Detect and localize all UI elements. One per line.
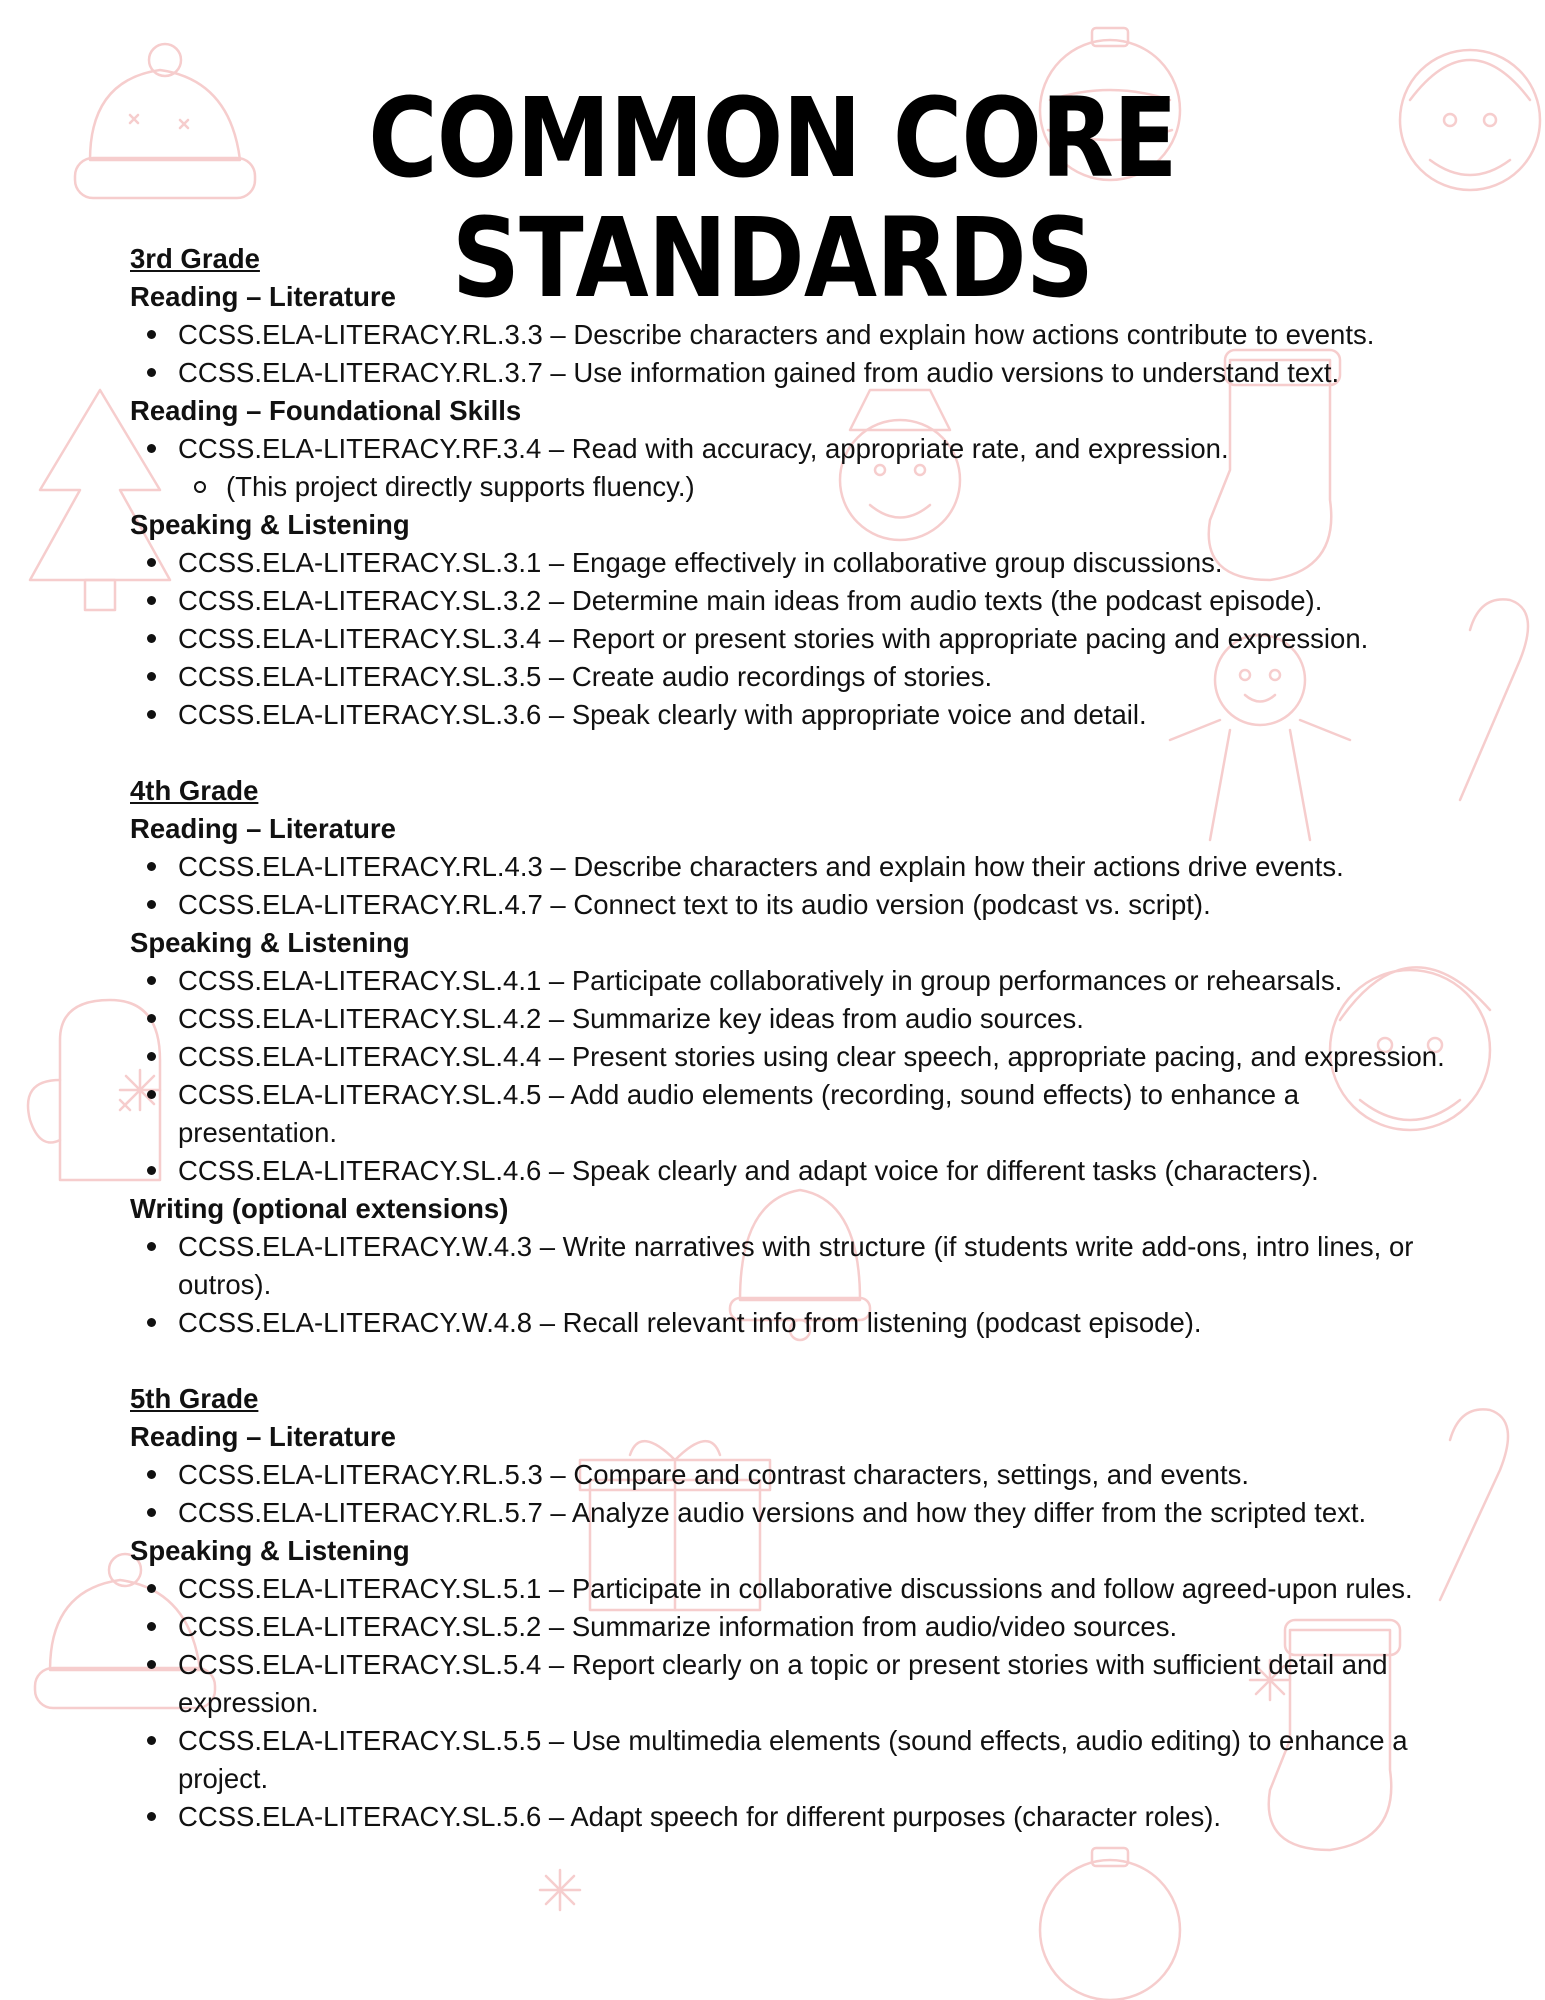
- standard-item: [130, 848, 1460, 886]
- standard-item: [130, 1722, 1460, 1798]
- standard-text: CCSS.ELA-LITERACY.RL.3.3 – Describe characters and explain how actions contribute to events.: [178, 319, 1375, 350]
- grade-spacer: [130, 1342, 1460, 1380]
- standards-list: [130, 430, 1460, 506]
- standard-text: CCSS.ELA-LITERACY.W.4.3 – Write narratives with structure (if students write add-ons, intro lines, or outros).: [178, 1231, 1414, 1300]
- standard-text: CCSS.ELA-LITERACY.SL.5.5 – Use multimedia elements (sound effects, audio editing) to enhance a project.: [178, 1725, 1408, 1794]
- standard-text: CCSS.ELA-LITERACY.SL.5.1 – Participate in collaborative discussions and follow agreed-upon rules.: [178, 1573, 1413, 1604]
- section-heading: Speaking & Listening: [130, 927, 410, 958]
- standard-item: [130, 962, 1460, 1000]
- standard-item: [130, 1570, 1460, 1608]
- standard-item: [130, 1494, 1460, 1532]
- standard-item: [130, 658, 1460, 696]
- standard-text: CCSS.ELA-LITERACY.SL.3.6 – Speak clearly with appropriate voice and detail.: [178, 699, 1147, 730]
- standard-text: CCSS.ELA-LITERACY.SL.4.4 – Present stories using clear speech, appropriate pacing, and expression.: [178, 1041, 1445, 1072]
- section-heading: Reading – Literature: [130, 1421, 396, 1452]
- grade-heading: 4th Grade: [130, 775, 259, 806]
- sub-list: [178, 468, 1460, 506]
- standard-text: CCSS.ELA-LITERACY.SL.5.4 – Report clearly on a topic or present stories with sufficient detail and expression.: [178, 1649, 1388, 1718]
- sub-note: (This project directly supports fluency.): [178, 468, 1460, 506]
- standards-list: [130, 316, 1460, 392]
- section-heading: Reading – Literature: [130, 813, 396, 844]
- standard-item: [130, 1608, 1460, 1646]
- section-heading: Speaking & Listening: [130, 1535, 410, 1566]
- standard-item: [130, 620, 1460, 658]
- standards-content: [130, 240, 1460, 1836]
- standard-item: [130, 544, 1460, 582]
- standard-item: [130, 1076, 1460, 1152]
- standard-item: [130, 1152, 1460, 1190]
- standard-text: CCSS.ELA-LITERACY.RL.4.3 – Describe characters and explain how their actions drive events.: [178, 851, 1344, 882]
- standard-item: [130, 1038, 1460, 1076]
- standard-text: CCSS.ELA-LITERACY.RL.5.3 – Compare and contrast characters, settings, and events.: [178, 1459, 1249, 1490]
- page-title: COMMON CORE STANDARDS: [368, 74, 1177, 322]
- standard-text: CCSS.ELA-LITERACY.RL.3.7 – Use information gained from audio versions to understand text.: [178, 357, 1340, 388]
- standard-text: CCSS.ELA-LITERACY.SL.4.2 – Summarize key ideas from audio sources.: [178, 1003, 1084, 1034]
- standard-item: [130, 354, 1460, 392]
- standard-text: CCSS.ELA-LITERACY.SL.4.6 – Speak clearly and adapt voice for different tasks (characters).: [178, 1155, 1319, 1186]
- standard-text: CCSS.ELA-LITERACY.SL.4.5 – Add audio elements (recording, sound effects) to enhance a presentation.: [178, 1079, 1300, 1148]
- standard-item: [130, 886, 1460, 924]
- standard-text: CCSS.ELA-LITERACY.SL.5.6 – Adapt speech for different purposes (character roles).: [178, 1801, 1221, 1832]
- standard-text: CCSS.ELA-LITERACY.W.4.8 – Recall relevant info from listening (podcast episode).: [178, 1307, 1202, 1338]
- standards-list: [130, 1456, 1460, 1532]
- standard-item: [130, 1228, 1460, 1304]
- grade-heading: 3rd Grade: [130, 243, 260, 274]
- standard-item: [130, 1646, 1460, 1722]
- standards-list: [130, 1228, 1460, 1342]
- standards-list: [130, 1570, 1460, 1836]
- standard-text: CCSS.ELA-LITERACY.SL.4.1 – Participate collaboratively in group performances or rehearsals.: [178, 965, 1343, 996]
- standard-text: CCSS.ELA-LITERACY.RF.3.4 – Read with accuracy, appropriate rate, and expression.: [178, 433, 1229, 464]
- standard-item: [130, 430, 1460, 506]
- standard-text: CCSS.ELA-LITERACY.SL.3.1 – Engage effectively in collaborative group discussions.: [178, 547, 1223, 578]
- standard-item: [130, 1798, 1460, 1836]
- standard-item: [130, 1000, 1460, 1038]
- standard-text: CCSS.ELA-LITERACY.SL.3.2 – Determine main ideas from audio texts (the podcast episode).: [178, 585, 1323, 616]
- standard-text: CCSS.ELA-LITERACY.SL.5.2 – Summarize information from audio/video sources.: [178, 1611, 1178, 1642]
- standard-item: [130, 1456, 1460, 1494]
- grade-spacer: [130, 734, 1460, 772]
- standard-text: CCSS.ELA-LITERACY.SL.3.5 – Create audio recordings of stories.: [178, 661, 993, 692]
- grade-heading: 5th Grade: [130, 1383, 259, 1414]
- section-heading: Reading – Foundational Skills: [130, 395, 522, 426]
- standards-list: [130, 962, 1460, 1190]
- section-heading: Reading – Literature: [130, 281, 396, 312]
- standard-item: [130, 696, 1460, 734]
- standard-text: CCSS.ELA-LITERACY.RL.4.7 – Connect text to its audio version (podcast vs. script).: [178, 889, 1211, 920]
- standard-text: CCSS.ELA-LITERACY.SL.3.4 – Report or present stories with appropriate pacing and expression.: [178, 623, 1369, 654]
- section-heading: Speaking & Listening: [130, 509, 410, 540]
- standard-item: [130, 1304, 1460, 1342]
- standards-list: [130, 544, 1460, 734]
- standard-item: [130, 316, 1460, 354]
- standards-list: [130, 848, 1460, 924]
- standard-item: [130, 582, 1460, 620]
- section-heading: Writing (optional extensions): [130, 1193, 509, 1224]
- standard-text: CCSS.ELA-LITERACY.RL.5.7 – Analyze audio versions and how they differ from the scripted text.: [178, 1497, 1367, 1528]
